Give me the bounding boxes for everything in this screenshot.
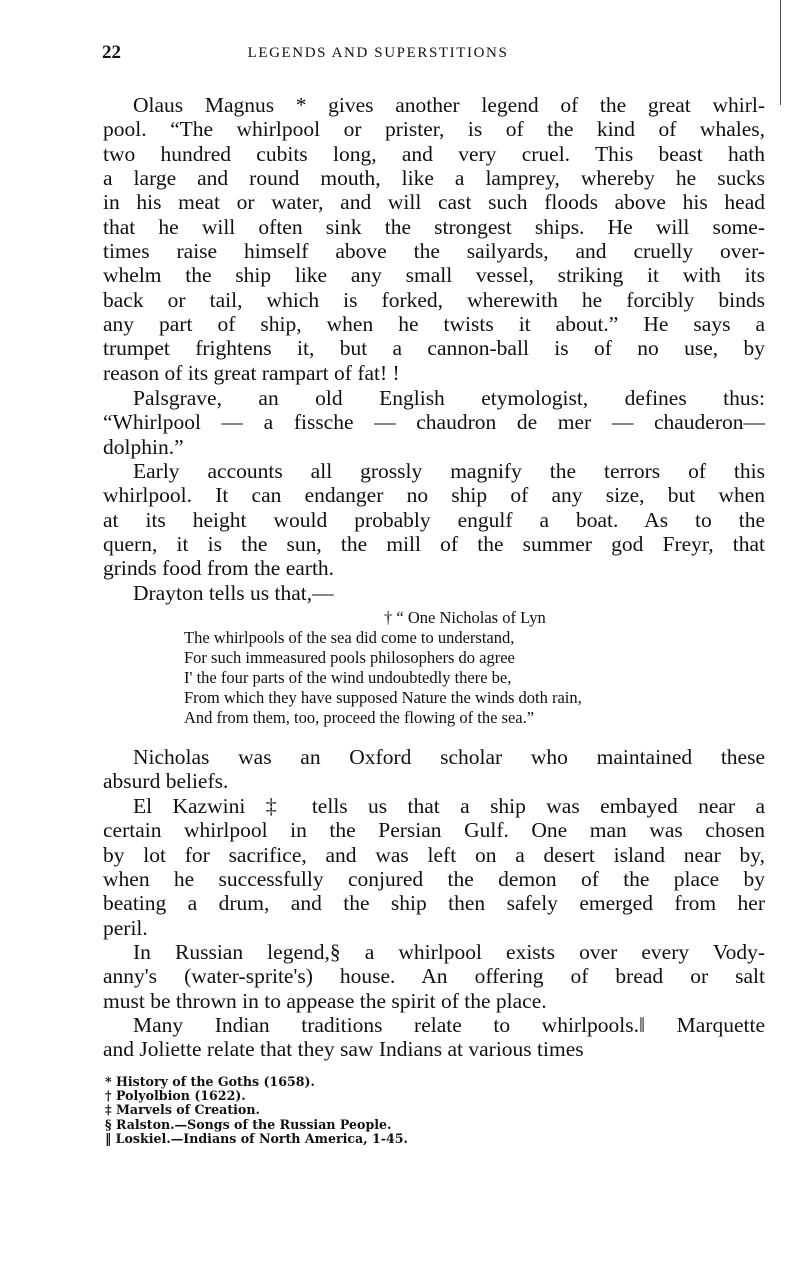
text-line: a large and round mouth, like a lamprey, whereby he sucks: [103, 166, 765, 191]
paragraph-nicholas: [103, 745, 765, 794]
text-line: beating a drum, and the ship then safely emerged from her: [103, 891, 765, 916]
text-line: by lot for sacrifice, and was left on a desert island near by,: [103, 842, 765, 867]
text-line: back or tail, which is forked, wherewith he forcibly binds: [103, 287, 765, 312]
text-line: El Kazwini ‡ tells us that a ship was embayed near a: [133, 794, 765, 818]
poem-quote: [184, 608, 764, 729]
text-line: In Russian legend,§ a whirlpool exists over every Vody-: [133, 940, 765, 964]
paragraph-russian: [103, 940, 765, 1013]
text-line: Drayton tells us that,—: [133, 581, 334, 605]
text-line: Nicholas was an Oxford scholar who maintained these: [133, 745, 765, 769]
text-line: that he will often sink the strongest ships. He will some-: [103, 214, 765, 239]
footnote: † Polyolbion (1622).: [105, 1088, 246, 1104]
text-line: Olaus Magnus * gives another legend of the great whirl-: [133, 93, 765, 117]
text-line: dolphin.”: [103, 434, 184, 459]
text-line: two hundred cubits long, and very cruel. This beast hath: [103, 141, 765, 166]
text-line: whirlpool. It can endanger no ship of any size, but when: [103, 483, 765, 508]
page-number: 22: [102, 42, 121, 63]
footnote: * History of the Goths (1658).: [105, 1074, 315, 1089]
scan-edge-line: [780, 0, 781, 105]
text-line: Early accounts all grossly magnify the terrors of this: [133, 459, 765, 483]
text-line: Palsgrave, an old English etymologist, defines thus:: [133, 386, 765, 410]
text-line: Many Indian traditions relate to whirlpools.‖ Marquette: [133, 1013, 765, 1037]
text-line: pool. “The whirlpool or prister, is of the kind of whales,: [103, 117, 765, 142]
poem-line: I' the four parts of the wind undoubtedly there be,: [184, 668, 512, 688]
text-line: trumpet frightens it, but a cannon-ball is of no use, by: [103, 336, 765, 361]
text-line: in his meat or water, and will cast such floods above his head: [103, 190, 765, 215]
paragraph-indian: [103, 1013, 765, 1062]
poem-line: For such immeasured pools philosophers do agree: [184, 648, 515, 668]
paragraph-early-accounts: [103, 459, 765, 581]
paragraph-olaus: [103, 93, 765, 385]
running-title: LEGENDS AND SUPERSTITIONS: [247, 45, 509, 61]
text-line: certain whirlpool in the Persian Gulf. One man was chosen: [103, 818, 765, 843]
poem-line: † “ One Nicholas of Lyn: [384, 608, 546, 627]
text-line: any part of ship, when he twists it about.” He says a: [103, 312, 765, 337]
text-line: and Joliette relate that they saw Indians at various times: [103, 1037, 584, 1062]
text-line: whelm the ship like any small vessel, striking it with its: [103, 263, 765, 288]
footnotes: [105, 1075, 605, 1146]
text-line: must be thrown in to appease the spirit of the place.: [103, 988, 547, 1013]
paragraph-palsgrave: [103, 386, 765, 459]
footnote: § Ralston.—Songs of the Russian People.: [105, 1116, 392, 1132]
text-line: “Whirlpool — a fissche — chaudron de mer — chauderon—: [103, 410, 765, 435]
paragraph-kazwini: [103, 794, 765, 940]
text-line: times raise himself above the sailyards, and cruelly over-: [103, 239, 765, 264]
text-line: absurd beliefs.: [103, 769, 229, 794]
text-line: at its height would probably engulf a boat. As to the: [103, 507, 765, 532]
footnote: ‖ Loskiel.—Indians of North America, 1-45.: [105, 1130, 408, 1146]
poem-line: And from them, too, proceed the flowing of the sea.”: [184, 708, 535, 728]
text-line: grinds food from the earth.: [103, 556, 335, 581]
footnote: ‡ Marvels of Creation.: [105, 1102, 260, 1118]
poem-line: The whirlpools of the sea did come to understand,: [184, 628, 515, 648]
paragraph-drayton: [103, 581, 765, 605]
text-line: quern, it is the sun, the mill of the summer god Freyr, that: [103, 532, 765, 557]
text-line: reason of its great rampart of fat! !: [103, 360, 400, 385]
text-line: anny's (water-sprite's) house. An offering of bread or salt: [103, 964, 765, 989]
text-line: peril.: [103, 915, 148, 940]
poem-line: From which they have supposed Nature the winds doth rain,: [184, 688, 582, 708]
text-line: when he successfully conjured the demon of the place by: [103, 867, 765, 892]
